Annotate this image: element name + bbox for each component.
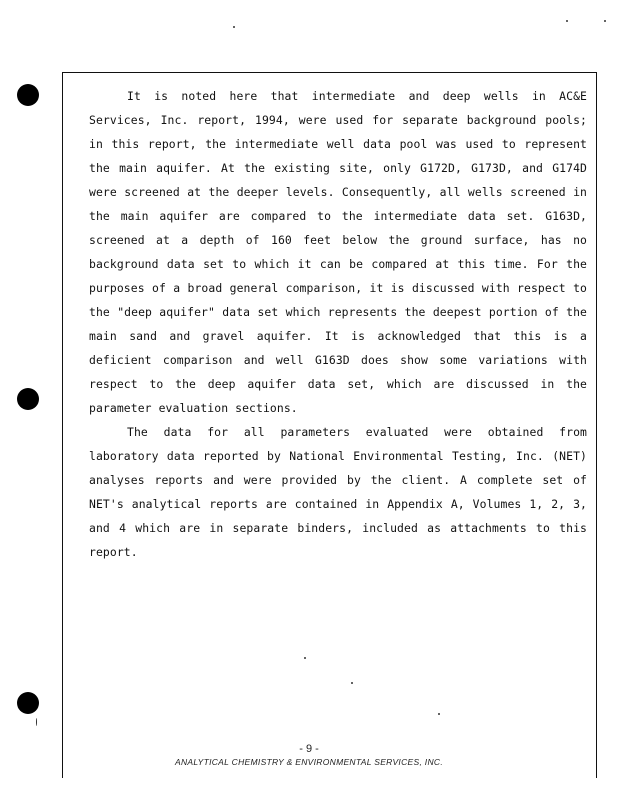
right-border-line xyxy=(596,72,597,778)
left-border-line xyxy=(62,72,63,778)
binder-hole-middle xyxy=(17,388,39,410)
scan-speck xyxy=(604,20,606,22)
binder-hole-bottom xyxy=(17,692,39,714)
scan-speck xyxy=(304,657,306,659)
body-text xyxy=(89,84,587,564)
top-border-line xyxy=(62,72,596,73)
scan-speck xyxy=(36,718,37,726)
scan-speck xyxy=(438,713,440,715)
page-number: - 9 - xyxy=(299,743,319,755)
paragraph-2: The data for all parameters evaluated were obtained from laboratory data reported by National Environmental Testing, Inc. (NET) analyses reports and were provided by the client. A complete set of NET's analytical reports are contained in Appendix A, Volumes 1, 2, 3, and 4 which are in separate binders, included as attachments to this report. xyxy=(89,425,587,559)
paragraph-1: It is noted here that intermediate and deep wells in AC&E Services, Inc. report, 1994, were used for separate background pools; in this report, the intermediate well data pool was used to represent the main aquifer. At the existing site, only G172D, G173D, and G174D were screened at the deeper levels. Consequently, all wells screened in the main aquifer are compared to the intermediate data set. G163D, screened at a depth of 160 feet below the ground surface, has no background data set to which it can be compared at this time. For the purposes of a broad general comparison, it is discussed with respect to the "deep aquifer" data set which represents the deepest portion of the main sand and gravel aquifer. It is acknowledged that this is a deficient comparison and well G163D does show some variations with respect to the deep aquifer data set, which are discussed in the parameter evaluation sections. xyxy=(89,89,587,415)
scan-speck xyxy=(566,20,568,22)
scan-speck xyxy=(233,26,235,28)
footer-company-name: ANALYTICAL CHEMISTRY & ENVIRONMENTAL SERVICES, INC. xyxy=(174,757,443,767)
scan-speck xyxy=(351,682,353,684)
binder-hole-top xyxy=(17,84,39,106)
